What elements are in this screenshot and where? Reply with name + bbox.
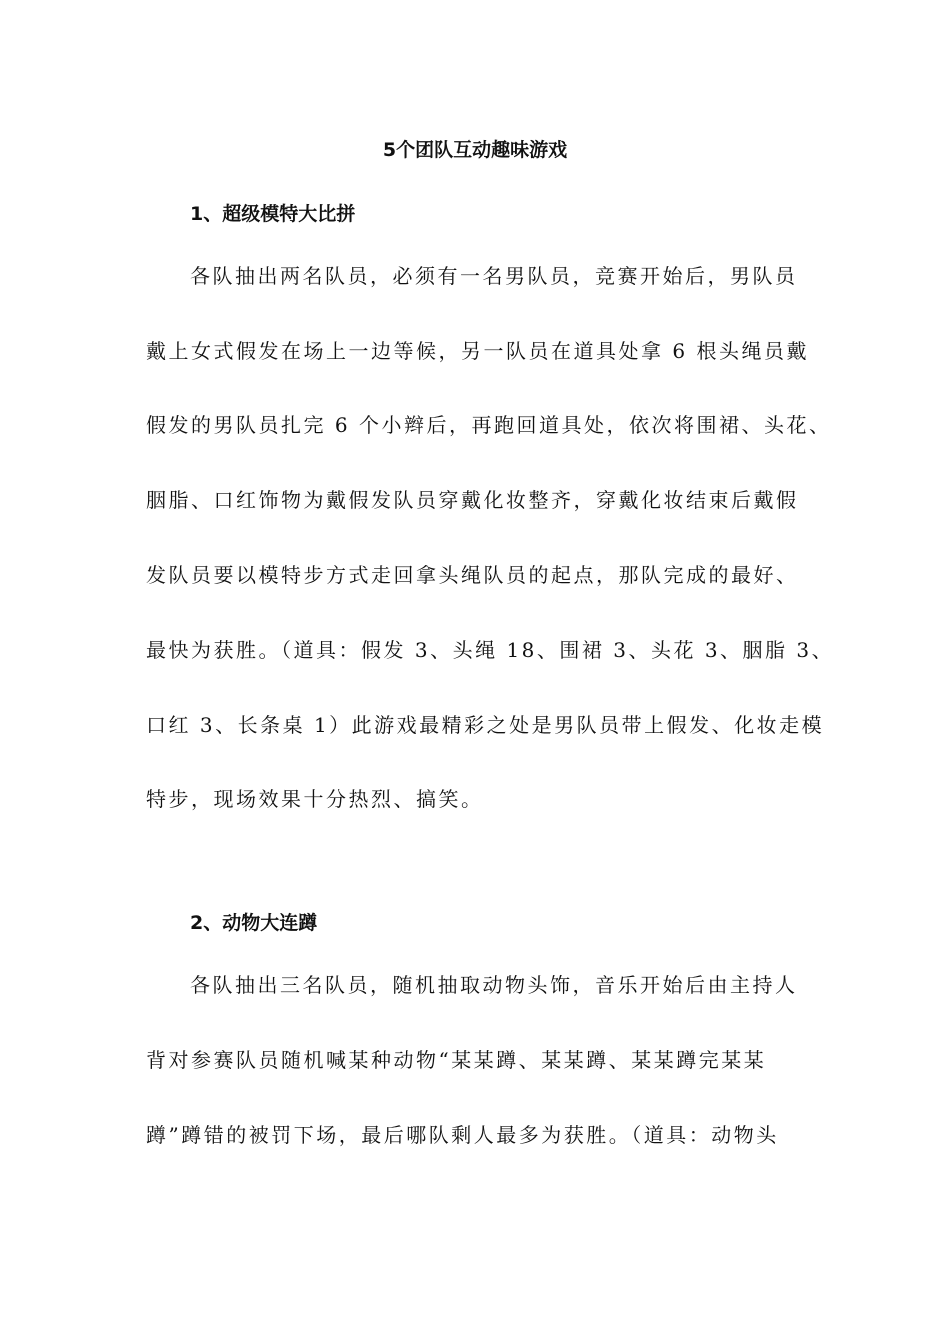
paragraph-line: 各队抽出两名队员，必须有一名男队员，竞赛开始后，男队员 — [190, 264, 798, 288]
paragraph-line: 最快为获胜。（道具：假发 3、头绳 18、围裙 3、头花 3、胭脂 3、 — [146, 638, 835, 662]
document-title: 5个团队互动趣味游戏 — [382, 139, 568, 161]
paragraph-line: 蹲”蹲错的被罚下场，最后哪队剩人最多为获胜。（道具：动物头 — [146, 1123, 779, 1147]
paragraph-line: 戴上女式假发在场上一边等候，另一队员在道具处拿 6 根头绳员戴 — [146, 339, 809, 363]
paragraph-line: 特步，现场效果十分热烈、搞笑。 — [146, 787, 484, 811]
paragraph-line: 发队员要以模特步方式走回拿头绳队员的起点，那队完成的最好、 — [146, 563, 799, 587]
paragraph-line: 背对参赛队员随机喊某种动物“某某蹲、某某蹲、某某蹲完某某 — [146, 1048, 767, 1072]
section-heading-1: 1、超级模特大比拼 — [190, 203, 356, 225]
paragraph-line: 假发的男队员扎完 6 个小辫后，再跑回道具处，依次将围裙、头花、 — [146, 413, 832, 437]
paragraph-line: 口红 3、长条桌 1）此游戏最精彩之处是男队员带上假发、化妆走模 — [146, 713, 825, 737]
section-heading-2: 2、动物大连蹲 — [190, 912, 318, 934]
paragraph-line: 各队抽出三名队员，随机抽取动物头饰，音乐开始后由主持人 — [190, 973, 798, 997]
paragraph-line: 胭脂、口红饰物为戴假发队员穿戴化妆整齐，穿戴化妆结束后戴假 — [146, 488, 799, 512]
